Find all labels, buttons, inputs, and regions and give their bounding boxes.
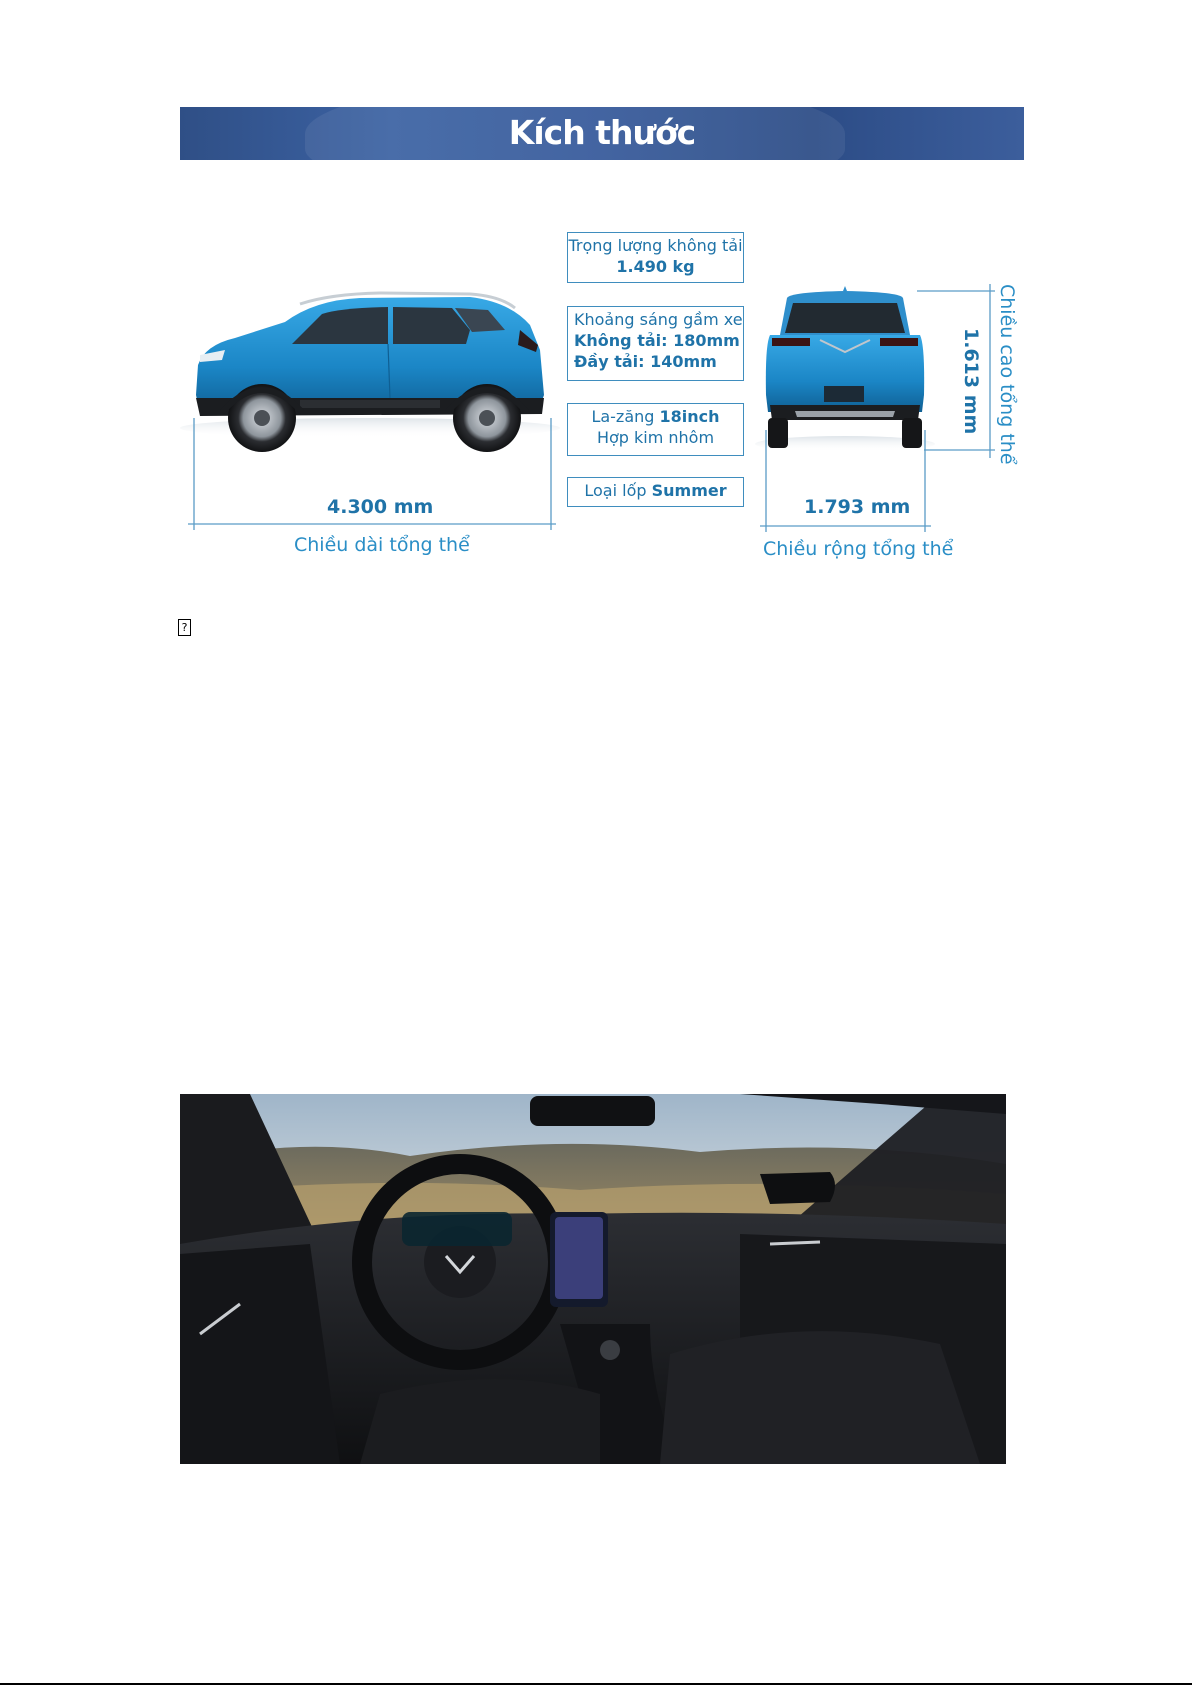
clearance-unloaded: Không tải: 180mm [574,331,740,350]
height-label: Chiều cao tổng thể [996,284,1018,465]
wheel-material: Hợp kim nhôm [596,428,715,447]
wheel-size: 18inch [659,407,720,426]
interior-illustration [180,1094,1006,1464]
clearance-label: Khoảng sáng gầm xe [574,310,743,329]
tire-prefix: Loại lốp [584,481,647,500]
length-label: Chiều dài tổng thể [294,534,470,556]
spec-clearance-box [567,306,744,381]
banner-title: Kích thước [508,113,696,152]
width-value: 1.793 mm [804,496,911,518]
clearance-loaded: Đầy tải: 140mm [574,352,717,371]
height-dimension-lines [917,284,995,458]
spec-weight-box [567,232,744,283]
car-rear-view [755,286,935,452]
weight-value: 1.490 kg [616,257,695,276]
car-side-view [180,293,560,452]
weight-label: Trọng lượng không tải [568,236,743,255]
spec-wheel-box [567,403,744,456]
car-interior-photo [180,1094,1006,1464]
length-value: 4.300 mm [327,496,434,518]
dimension-figure [0,0,1192,600]
wheel-prefix: La-zăng [591,407,655,426]
width-label: Chiều rộng tổng thể [763,538,954,560]
spec-tire-box [567,477,744,507]
missing-image-glyph: ? [178,619,191,636]
height-value: 1.613 mm [960,328,982,435]
tire-type: Summer [651,481,727,500]
